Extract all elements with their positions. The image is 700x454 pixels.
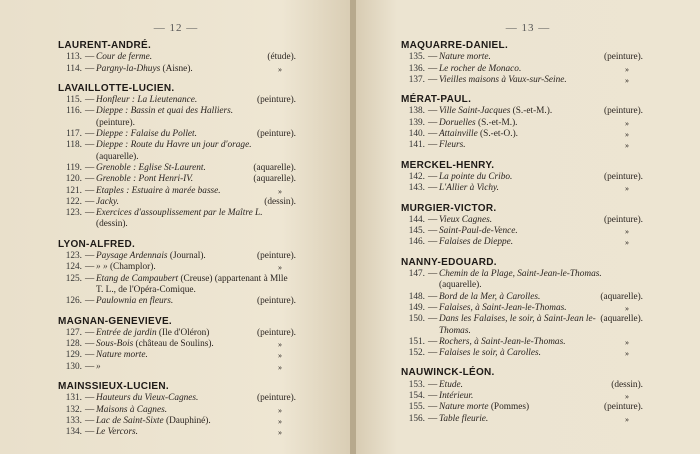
catalog-entry bbox=[401, 75, 643, 86]
entry-location: (Aisne). bbox=[160, 63, 193, 74]
entry-title: Maisons à Cagnes. bbox=[96, 404, 168, 415]
entry-medium: » bbox=[278, 186, 282, 196]
entry-location: (Pommes) bbox=[488, 402, 530, 413]
catalog-entry bbox=[401, 348, 643, 359]
entry-number: 126. bbox=[65, 296, 82, 307]
entry-dash: — bbox=[428, 336, 438, 347]
entry-title: Table fleurie. bbox=[439, 413, 489, 424]
entry-number: 139. bbox=[408, 117, 425, 128]
entry-dash: — bbox=[85, 95, 95, 106]
entry-number: 132. bbox=[65, 404, 82, 415]
entry-medium: » bbox=[625, 130, 629, 140]
entry-medium: (peinture). bbox=[257, 296, 296, 307]
entry-medium: (aquarelle). bbox=[96, 151, 139, 162]
catalog-entry bbox=[401, 414, 643, 425]
catalog-list bbox=[401, 40, 643, 425]
entry-dash: — bbox=[428, 237, 438, 248]
entry-title: Etude. bbox=[439, 379, 464, 390]
artist-name: MERCKEL-HENRY. bbox=[401, 159, 495, 171]
artist-name: MÉRAT-PAUL. bbox=[401, 94, 472, 106]
entry-location: (Champlor). bbox=[107, 262, 156, 273]
entry-medium: » bbox=[625, 303, 629, 313]
entry-number: 113. bbox=[66, 52, 82, 63]
catalog-entry bbox=[58, 405, 296, 416]
entry-number: 154. bbox=[408, 391, 425, 402]
entry-location: (S.-et-O.). bbox=[477, 129, 519, 140]
entry-title: Jacky. bbox=[96, 196, 119, 207]
entry-medium: (peinture). bbox=[604, 52, 643, 63]
entry-location: (Ile d'Oléron) bbox=[156, 327, 210, 338]
entry-title: Falaises le soir, à Carolles. bbox=[439, 348, 541, 359]
artist-name: MAINSSIEUX-LUCIEN. bbox=[58, 381, 169, 393]
entry-number: 153. bbox=[408, 379, 425, 390]
entry-medium: » bbox=[278, 263, 282, 273]
catalog-entry bbox=[401, 292, 643, 303]
entry-dash: — bbox=[428, 74, 438, 85]
entry-title: » bbox=[96, 361, 101, 372]
entry-dash: — bbox=[85, 350, 95, 361]
entry-title: Dieppe : Falaise du Pollet. bbox=[96, 129, 197, 140]
entry-number: 135. bbox=[408, 52, 425, 63]
entry-number: 142. bbox=[408, 171, 425, 182]
entry-number: 115. bbox=[66, 95, 82, 106]
entry-title: Vieilles maisons à Vaux-sur-Seine. bbox=[439, 74, 567, 85]
entry-number: 145. bbox=[408, 226, 425, 237]
entry-number: 129. bbox=[65, 350, 82, 361]
entry-medium: (peinture). bbox=[257, 95, 296, 106]
entry-number: 124. bbox=[65, 262, 82, 273]
entry-dash: — bbox=[85, 106, 95, 117]
entry-medium: » bbox=[625, 75, 629, 85]
catalog-entry bbox=[58, 163, 296, 174]
entry-number: 130. bbox=[65, 361, 82, 372]
catalog-entry bbox=[58, 174, 296, 185]
entry-location: (S.-et-M.). bbox=[475, 117, 518, 128]
catalog-entry bbox=[58, 106, 296, 129]
entry-medium: (étude). bbox=[267, 52, 296, 63]
entry-medium: » bbox=[278, 340, 282, 350]
entry-number: 117. bbox=[66, 129, 82, 140]
entry-medium: (aquarelle). bbox=[439, 280, 482, 291]
entry-title: Honfleur : La Lieutenance. bbox=[96, 95, 198, 106]
entry-number: 125. bbox=[65, 273, 82, 284]
entry-dash: — bbox=[428, 214, 438, 225]
entry-number: 150. bbox=[408, 314, 425, 325]
catalog-entry bbox=[58, 197, 296, 208]
entry-dash: — bbox=[85, 273, 95, 284]
entry-title: L'Allier à Vichy. bbox=[439, 183, 499, 194]
entry-title: Nature morte. bbox=[439, 52, 491, 63]
entry-medium: (aquarelle). bbox=[600, 314, 643, 325]
entry-title: Grenoble : Eglise St-Laurent. bbox=[96, 162, 206, 173]
entry-title: Pargny-la-Dhuys bbox=[96, 63, 161, 74]
entry-number: 131. bbox=[65, 393, 82, 404]
catalog-entry bbox=[401, 118, 643, 129]
entry-dash: — bbox=[428, 391, 438, 402]
entry-title: Sous-Bois bbox=[96, 339, 134, 350]
entry-number: 136. bbox=[408, 63, 425, 74]
entry-medium: » bbox=[625, 227, 629, 237]
entry-dash: — bbox=[428, 314, 438, 325]
entry-medium: » bbox=[625, 414, 629, 424]
entry-number: 151. bbox=[408, 336, 425, 347]
catalog-entry bbox=[401, 314, 643, 337]
catalog-entry bbox=[58, 339, 296, 350]
entry-number: 123. bbox=[65, 208, 82, 219]
entry-dash: — bbox=[85, 162, 95, 173]
entry-title: Dieppe : Route du Havre un jour d'orage. bbox=[96, 140, 252, 151]
entry-number: 122. bbox=[65, 196, 82, 207]
entry-dash: — bbox=[85, 185, 95, 196]
catalog-entry bbox=[58, 350, 296, 361]
catalog-entry bbox=[58, 129, 296, 140]
entry-dash: — bbox=[85, 251, 95, 262]
entry-dash: — bbox=[428, 402, 438, 413]
entry-title: Intérieur. bbox=[439, 391, 474, 402]
entry-number: 114. bbox=[66, 63, 82, 74]
entry-medium: » bbox=[625, 141, 629, 151]
entry-dash: — bbox=[85, 63, 95, 74]
entry-title: Grenoble : Pont Henri-IV. bbox=[96, 174, 194, 185]
entry-medium: » bbox=[278, 416, 282, 426]
entry-medium: (peinture). bbox=[257, 129, 296, 140]
entry-medium: » bbox=[625, 64, 629, 74]
entry-title: Saint-Paul-de-Vence. bbox=[439, 226, 518, 237]
entry-title: Dans les Falaises, le soir, à Saint-Jean le-Thomas. bbox=[439, 314, 596, 336]
catalog-entry bbox=[401, 64, 643, 75]
entry-dash: — bbox=[85, 140, 95, 151]
entry-number: 152. bbox=[408, 348, 425, 359]
catalog-entry bbox=[401, 237, 643, 248]
catalog-entry bbox=[401, 226, 643, 237]
entry-dash: — bbox=[85, 404, 95, 415]
catalog-list bbox=[58, 40, 296, 439]
artist-name: LYON-ALFRED. bbox=[58, 238, 136, 250]
artist-name: MAGNAN-GENEVIEVE. bbox=[58, 315, 173, 327]
entry-title: Attainville bbox=[439, 129, 478, 140]
catalog-entry bbox=[58, 416, 296, 427]
catalog-entry bbox=[58, 274, 296, 297]
entry-dash: — bbox=[85, 361, 95, 372]
entry-medium: » bbox=[278, 428, 282, 438]
entry-title: Dieppe : Bassin et quai des Halliers. bbox=[96, 106, 234, 117]
entry-dash: — bbox=[428, 379, 438, 390]
entry-number: 137. bbox=[408, 74, 425, 85]
artist-name: MURGIER-VICTOR. bbox=[401, 202, 497, 214]
entry-title: Falaises, à Saint-Jean-le-Thomas. bbox=[439, 302, 567, 313]
entry-medium: (dessin). bbox=[96, 219, 128, 230]
entry-medium: » bbox=[625, 118, 629, 128]
entry-medium: » bbox=[278, 64, 282, 74]
entry-title: Etang de Campaubert bbox=[96, 273, 179, 284]
entry-title: Nature morte. bbox=[96, 350, 148, 361]
entry-number: 149. bbox=[408, 302, 425, 313]
entry-location: (Creuse) (appartenant à Mlle T. L., de l'Opéra-Comique. bbox=[96, 273, 288, 295]
entry-dash: — bbox=[85, 129, 95, 140]
entry-title: Vieux Cagnes. bbox=[439, 214, 493, 225]
entry-number: 133. bbox=[65, 415, 82, 426]
entry-location: (château de Soulins). bbox=[133, 339, 214, 350]
entry-location: (S.-et-M.). bbox=[510, 106, 553, 117]
entry-medium: » bbox=[625, 238, 629, 248]
entry-dash: — bbox=[85, 415, 95, 426]
entry-medium: (peinture). bbox=[257, 327, 296, 338]
entry-number: 121. bbox=[65, 185, 82, 196]
entry-dash: — bbox=[428, 269, 438, 280]
entry-number: 119. bbox=[66, 162, 82, 173]
artist-name: MAQUARRE-DANIEL. bbox=[401, 40, 509, 51]
entry-dash: — bbox=[428, 117, 438, 128]
entry-number: 141. bbox=[408, 140, 425, 151]
catalog-entry bbox=[401, 172, 643, 183]
entry-dash: — bbox=[428, 129, 438, 140]
entry-dash: — bbox=[428, 291, 438, 302]
entry-dash: — bbox=[85, 296, 95, 307]
entry-dash: — bbox=[85, 327, 95, 338]
entry-medium: (aquarelle). bbox=[600, 291, 643, 302]
artist-name: NANNY-EDOUARD. bbox=[401, 256, 497, 268]
entry-number: 118. bbox=[66, 140, 82, 151]
entry-dash: — bbox=[428, 226, 438, 237]
entry-medium: » bbox=[625, 184, 629, 194]
entry-dash: — bbox=[85, 174, 95, 185]
catalog-entry bbox=[58, 52, 296, 63]
entry-title: » » bbox=[96, 262, 108, 273]
entry-medium: » bbox=[625, 349, 629, 359]
entry-location: (Journal). bbox=[167, 251, 206, 262]
entry-title: Le Vercors. bbox=[96, 427, 139, 438]
catalog-entry bbox=[58, 140, 296, 163]
entry-number: 138. bbox=[408, 106, 425, 117]
entry-dash: — bbox=[428, 140, 438, 151]
catalog-entry bbox=[58, 64, 296, 75]
entry-dash: — bbox=[85, 52, 95, 63]
entry-number: 143. bbox=[408, 183, 425, 194]
entry-medium: (aquarelle). bbox=[253, 162, 296, 173]
entry-dash: — bbox=[428, 106, 438, 117]
entry-title: Ville Saint-Jacques bbox=[439, 106, 511, 117]
artist-name: NAUWINCK-LÉON. bbox=[401, 367, 495, 379]
entry-medium: (peinture). bbox=[96, 117, 135, 128]
catalog-entry bbox=[401, 391, 643, 402]
entry-title: Cour de ferme. bbox=[96, 52, 153, 63]
page-number: — 12 — bbox=[153, 22, 199, 34]
entry-dash: — bbox=[428, 171, 438, 182]
entry-number: 155. bbox=[408, 402, 425, 413]
entry-medium: (peinture). bbox=[604, 402, 643, 413]
entry-dash: — bbox=[428, 183, 438, 194]
catalog-entry bbox=[401, 337, 643, 348]
entry-medium: (aquarelle). bbox=[253, 174, 296, 185]
entry-title: Etaples : Estuaire à marée basse. bbox=[96, 185, 221, 196]
catalog-entry bbox=[401, 303, 643, 314]
entry-dash: — bbox=[428, 413, 438, 424]
entry-medium: » bbox=[278, 351, 282, 361]
entry-location: (Dauphiné). bbox=[163, 415, 211, 426]
catalog-entry bbox=[58, 208, 296, 231]
entry-number: 123. bbox=[65, 251, 82, 262]
entry-title: Bord de la Mer, à Carolles. bbox=[439, 291, 541, 302]
right-page bbox=[356, 0, 700, 454]
entry-number: 127. bbox=[65, 327, 82, 338]
entry-medium: (peinture). bbox=[604, 171, 643, 182]
page-number: — 13 — bbox=[505, 22, 551, 34]
entry-dash: — bbox=[85, 196, 95, 207]
entry-dash: — bbox=[85, 427, 95, 438]
catalog-entry bbox=[58, 251, 296, 262]
catalog-entry bbox=[401, 380, 643, 391]
catalog-entry bbox=[401, 129, 643, 140]
catalog-entry bbox=[58, 296, 296, 307]
entry-title: Paulownia en fleurs. bbox=[96, 296, 174, 307]
entry-title: Nature morte bbox=[439, 402, 489, 413]
entry-dash: — bbox=[85, 262, 95, 273]
entry-title: La pointe du Cribo. bbox=[439, 171, 513, 182]
entry-medium: (peinture). bbox=[604, 106, 643, 117]
entry-number: 156. bbox=[408, 413, 425, 424]
entry-dash: — bbox=[428, 63, 438, 74]
catalog-entry bbox=[401, 183, 643, 194]
entry-dash: — bbox=[85, 208, 95, 219]
entry-number: 144. bbox=[408, 214, 425, 225]
catalog-entry bbox=[58, 427, 296, 438]
entry-title: Le rocher de Monaco. bbox=[439, 63, 522, 74]
entry-title: Paysage Ardennais bbox=[96, 251, 168, 262]
catalog-entry bbox=[401, 269, 643, 292]
entry-number: 146. bbox=[408, 237, 425, 248]
entry-medium: (dessin). bbox=[611, 379, 643, 390]
entry-number: 140. bbox=[408, 129, 425, 140]
entry-title: Fleurs. bbox=[439, 140, 466, 151]
catalog-entry bbox=[58, 95, 296, 106]
entry-dash: — bbox=[428, 348, 438, 359]
catalog-entry bbox=[58, 262, 296, 273]
catalog-entry bbox=[401, 140, 643, 151]
entry-title: Lac de Saint-Sixte bbox=[96, 415, 164, 426]
entry-number: 148. bbox=[408, 291, 425, 302]
entry-dash: — bbox=[428, 52, 438, 63]
entry-medium: » bbox=[278, 405, 282, 415]
artist-name: LAVAILLOTTE-LUCIEN. bbox=[58, 82, 175, 94]
entry-number: 116. bbox=[66, 106, 82, 117]
catalog-entry bbox=[401, 402, 643, 413]
entry-medium: » bbox=[625, 392, 629, 402]
entry-number: 120. bbox=[65, 174, 82, 185]
entry-number: 134. bbox=[65, 427, 82, 438]
catalog-entry bbox=[58, 328, 296, 339]
catalog-entry bbox=[401, 215, 643, 226]
entry-title: Falaises de Dieppe. bbox=[439, 237, 514, 248]
entry-medium: (peinture). bbox=[257, 251, 296, 262]
catalog-entry bbox=[401, 106, 643, 117]
entry-medium: (dessin). bbox=[264, 196, 296, 207]
entry-title: Chemin de la Plage, Saint-Jean-le-Thomas. bbox=[439, 269, 602, 280]
entry-medium: » bbox=[278, 362, 282, 372]
entry-title: Exercices d'assouplissement par le Maître L. bbox=[96, 208, 263, 219]
entry-medium: (peinture). bbox=[257, 393, 296, 404]
entry-dash: — bbox=[85, 393, 95, 404]
artist-name: LAURENT-ANDRÉ. bbox=[58, 40, 152, 51]
entry-title: Rochers, à Saint-Jean-le-Thomas. bbox=[439, 336, 566, 347]
entry-medium: » bbox=[625, 337, 629, 347]
entry-dash: — bbox=[428, 302, 438, 313]
catalog-entry bbox=[58, 393, 296, 404]
entry-title: Entrée de jardin bbox=[96, 327, 157, 338]
catalog-entry bbox=[58, 186, 296, 197]
entry-medium: (peinture). bbox=[604, 214, 643, 225]
entry-number: 128. bbox=[65, 339, 82, 350]
entry-title: Hauteurs du Vieux-Cagnes. bbox=[96, 393, 199, 404]
entry-title: Doruelles bbox=[439, 117, 476, 128]
catalog-entry bbox=[58, 362, 296, 373]
entry-dash: — bbox=[85, 339, 95, 350]
catalog-entry bbox=[401, 52, 643, 63]
entry-number: 147. bbox=[408, 269, 425, 280]
